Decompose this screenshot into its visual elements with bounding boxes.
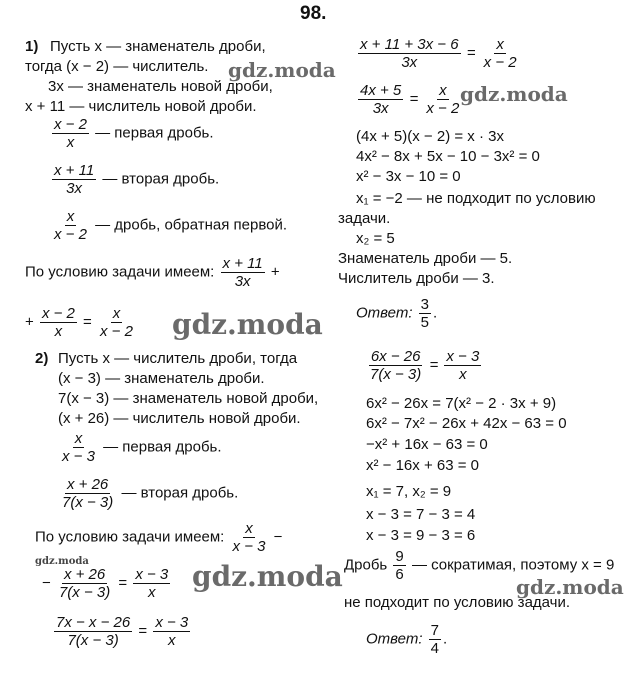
part2-equation-row: $\frac{7x - x - 26}{7(x - 3)}$ = $\frac{x - 3}{x}$ xyxy=(56,614,189,649)
part1-line: 3x — знаменатель новой дроби, xyxy=(48,78,273,95)
part1-solution-line: (4x + 5)(x − 2) = x · 3x xyxy=(356,128,504,145)
part1-solution-line: x₂ = 5 xyxy=(356,230,395,247)
part2-condition-row: По условию задачи имеем: $\frac{x}{x - 3}$ − xyxy=(35,520,283,555)
watermark: gdz.moda xyxy=(172,308,323,341)
part2-solution-line: x₁ = 7, x₂ = 9 xyxy=(366,483,452,500)
part2-solution-row: $\frac{6x - 26}{7(x - 3)}$ = $\frac{x - 3}{x}$ xyxy=(370,348,480,383)
watermark: gdz.moda xyxy=(516,575,624,599)
part1-line: тогда (x − 2) — числитель. xyxy=(25,58,209,75)
part2-first-fraction-row: $\frac{x}{x - 3}$ — первая дробь. xyxy=(62,430,222,465)
part1-solution-line: x² − 3x − 10 = 0 xyxy=(356,168,461,185)
part1-inverse-fraction-row: $\frac{x}{x - 2}$ — дробь, обратная первой. xyxy=(54,208,288,243)
part1-line: x + 11 — числитель новой дроби. xyxy=(25,98,257,115)
part2-line: 7(x − 3) — знаменатель новой дроби, xyxy=(58,390,319,407)
problem-number: 98. xyxy=(300,3,327,24)
part1-denominator-result: Знаменатель дроби — 5. xyxy=(338,250,513,267)
part1-solution-line: x₁ = −2 — не подходит по условию xyxy=(356,190,596,207)
part1-condition-row: По условию задачи имеем: $\frac{x + 11}{3x}$ + xyxy=(25,255,280,290)
part1-line: Пусть x — знаменатель дроби, xyxy=(50,38,266,55)
watermark: gdz.moda xyxy=(35,556,89,567)
part1-solution-line: 4x² − 8x + 5x − 10 − 3x² = 0 xyxy=(356,148,540,165)
part1-answer: Ответ: $\frac{3}{5}$ . xyxy=(356,296,438,331)
part2-solution-line: 6x² − 7x² − 26x + 42x − 63 = 0 xyxy=(366,415,567,432)
part2-line: (x + 26) — числитель новой дроби. xyxy=(58,410,301,427)
watermark: gdz.moda xyxy=(192,560,343,593)
part1-numerator-result: Числитель дроби — 3. xyxy=(338,270,495,287)
part1-second-fraction-row: $\frac{x + 11}{3x}$ — вторая дробь. xyxy=(54,162,220,197)
part1-solution-row: $\frac{4x + 5}{3x}$ = $\frac{x}{x - 2}$ xyxy=(360,82,460,117)
part2-line: (x − 3) — знаменатель дроби. xyxy=(58,370,265,387)
part2-line: Пусть x — числитель дроби, тогда xyxy=(58,350,298,367)
part1-equation-row: + $\frac{x - 2}{x}$ = $\frac{x}{x - 2}$ xyxy=(25,305,133,340)
part1-solution-line: задачи. xyxy=(338,210,391,227)
part2-solution-line: x − 3 = 7 − 3 = 4 xyxy=(366,506,476,523)
part1-number: 1) xyxy=(25,38,39,55)
part1-solution-row: $\frac{x + 11 + 3x - 6}{3x}$ = $\frac{x}{x - 2}$ xyxy=(360,36,517,71)
part2-second-fraction-row: $\frac{x + 26}{7(x - 3)}$ — вторая дробь. xyxy=(62,476,239,511)
part2-solution-line: −x² + 16x − 63 = 0 xyxy=(366,436,488,453)
part2-solution-line: x² − 16x + 63 = 0 xyxy=(366,457,479,474)
part1-first-fraction-row: $\frac{x - 2}{x}$ — первая дробь. xyxy=(54,116,214,151)
watermark: gdz.moda xyxy=(228,58,336,82)
part2-equation-row: − $\frac{x + 26}{7(x - 3)}$ = $\frac{x - 3}{x}$ xyxy=(42,566,169,601)
part2-solution-line: не подходит по условию задачи. xyxy=(344,594,571,611)
part2-answer: Ответ: $\frac{7}{4}$ . xyxy=(366,622,448,657)
watermark: gdz.moda xyxy=(460,82,568,106)
part2-solution-line: x − 3 = 9 − 3 = 6 xyxy=(366,527,476,544)
part2-solution-line: 6x² − 26x = 7(x² − 2 · 3x + 9) xyxy=(366,395,557,412)
part2-reducible-row: Дробь $\frac{9}{6}$ — сократимая, поэтому x = 9 xyxy=(344,548,615,583)
part2-number: 2) xyxy=(35,350,49,367)
